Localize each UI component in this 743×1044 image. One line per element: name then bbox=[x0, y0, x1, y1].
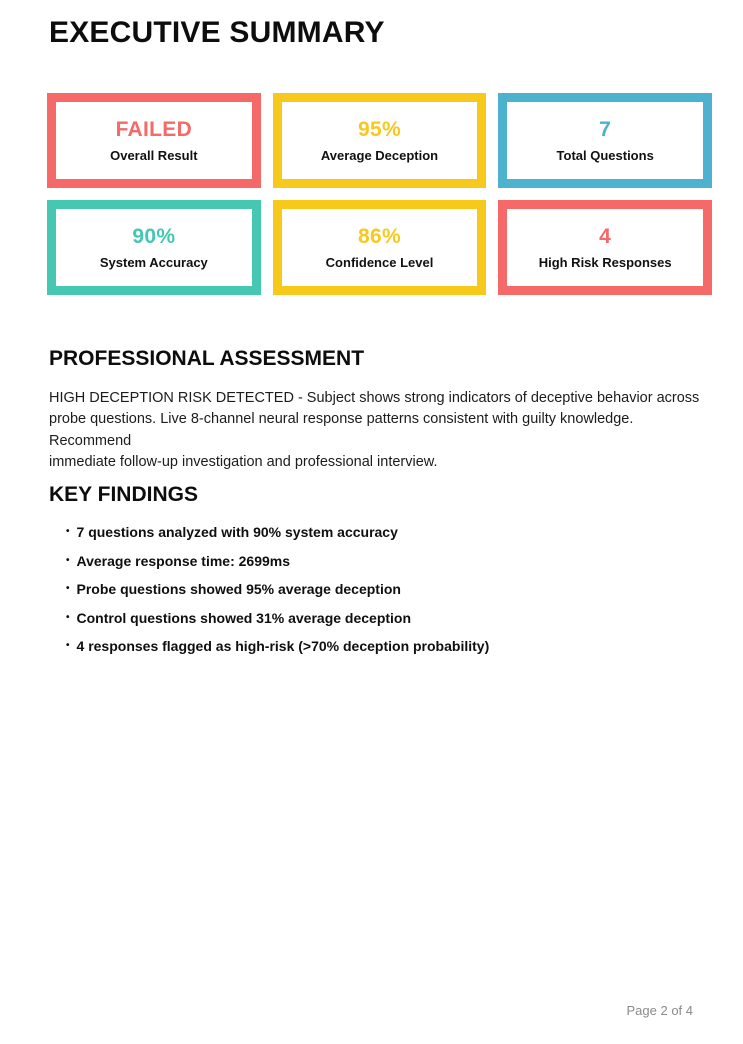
stat-card-system-accuracy bbox=[47, 200, 261, 295]
stat-label: Confidence Level bbox=[325, 255, 434, 270]
key-finding-text: Control questions showed 31% average deception bbox=[76, 609, 412, 626]
page-title: EXECUTIVE SUMMARY bbox=[49, 16, 385, 49]
key-findings-list bbox=[66, 525, 489, 668]
stat-label: Overall Result bbox=[110, 148, 198, 163]
stat-label: Average Deception bbox=[320, 148, 439, 163]
professional-assessment-body bbox=[49, 388, 704, 473]
key-findings-heading: KEY FINDINGS bbox=[49, 483, 198, 506]
stat-label: Total Questions bbox=[556, 148, 654, 163]
page-number: Page 2 of 4 bbox=[626, 1003, 693, 1018]
stat-card-overall-result bbox=[47, 93, 261, 188]
assessment-text-line: probe questions. Live 8-channel neural response patterns consistent with guilty knowledge. Recommend bbox=[49, 411, 634, 449]
key-finding-text: Probe questions showed 95% average deception bbox=[76, 581, 401, 597]
key-finding-text: 4 responses flagged as high-risk (>70% deception probability) bbox=[76, 638, 490, 654]
summary-stats-grid bbox=[47, 93, 712, 295]
assessment-text-line: immediate follow-up investigation and professional interview. bbox=[49, 453, 438, 470]
bullet-icon: • bbox=[66, 526, 70, 537]
stat-card-total-questions bbox=[498, 93, 712, 188]
key-finding-text: Average response time: 2699ms bbox=[76, 552, 290, 569]
bullet-icon: • bbox=[66, 611, 70, 623]
bullet-icon: • bbox=[66, 554, 70, 566]
key-finding-item bbox=[66, 611, 489, 625]
stat-value: 4 bbox=[599, 225, 612, 248]
stat-value: 95% bbox=[358, 118, 401, 141]
assessment-text-line: HIGH DECEPTION RISK DETECTED - Subject shows strong indicators of deceptive behavior across bbox=[49, 390, 700, 406]
key-finding-item bbox=[66, 582, 489, 596]
key-finding-item bbox=[66, 639, 489, 653]
key-finding-item bbox=[66, 554, 489, 568]
bullet-icon: • bbox=[66, 640, 70, 651]
stat-value: 86% bbox=[358, 225, 401, 248]
key-finding-text: 7 questions analyzed with 90% system accuracy bbox=[76, 524, 398, 540]
key-finding-item bbox=[66, 525, 489, 539]
professional-assessment-heading: PROFESSIONAL ASSESSMENT bbox=[49, 347, 365, 370]
stat-card-confidence-level bbox=[273, 200, 487, 295]
stat-card-average-deception bbox=[273, 93, 487, 188]
stat-value: 7 bbox=[599, 118, 612, 141]
stat-card-high-risk-responses bbox=[498, 200, 712, 295]
stat-label: System Accuracy bbox=[99, 255, 208, 270]
stat-value: 90% bbox=[132, 225, 176, 248]
bullet-icon: • bbox=[66, 583, 70, 594]
stat-label: High Risk Responses bbox=[538, 255, 672, 270]
stat-value: FAILED bbox=[115, 118, 193, 141]
